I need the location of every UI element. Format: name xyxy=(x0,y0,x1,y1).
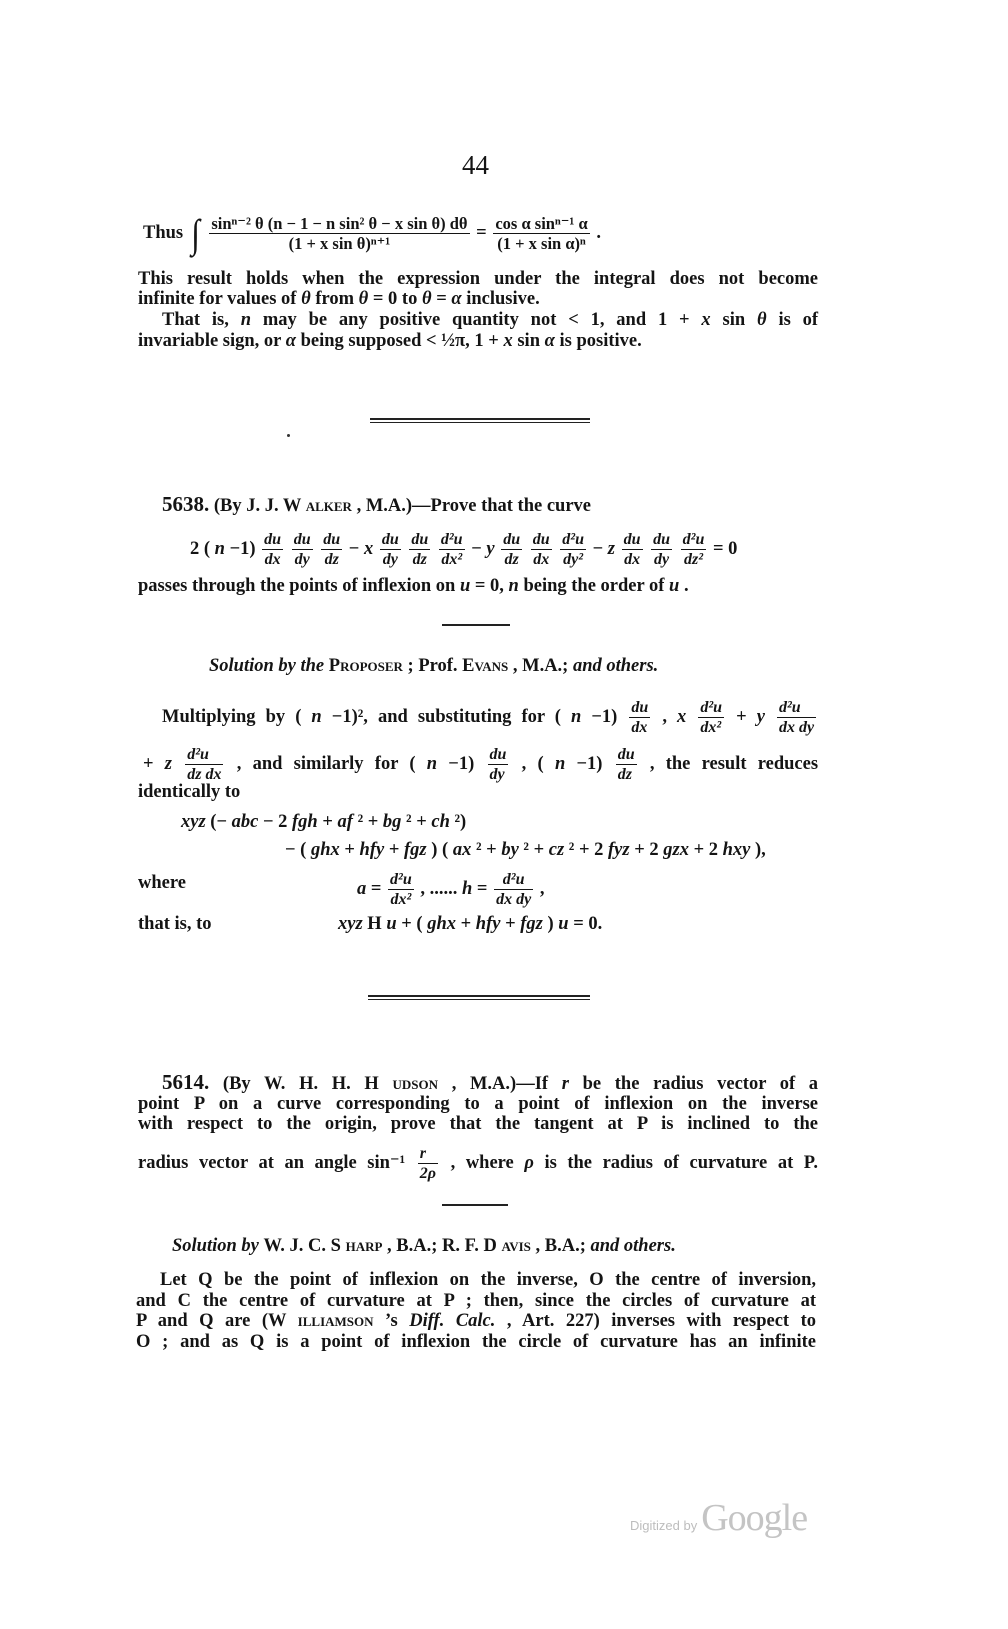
fraction xyxy=(681,530,707,569)
fraction-denominator: dy xyxy=(294,551,310,568)
text-run: is of xyxy=(778,310,819,330)
text-run: ² + 2 xyxy=(568,840,604,860)
small-caps-name: harp xyxy=(345,1236,383,1256)
text-run: , B.A.; R. F. D xyxy=(387,1236,497,1256)
italic-text: n xyxy=(214,538,225,559)
italic-text: θ xyxy=(756,310,767,330)
text-run: − xyxy=(592,538,604,559)
text-run: , and similarly for ( xyxy=(236,753,416,774)
italic-text: cz xyxy=(548,840,565,860)
fraction-denominator: dx xyxy=(624,551,641,568)
fraction-numerator: d²u xyxy=(185,745,223,765)
paragraph-line xyxy=(138,1113,818,1135)
question-number: 5614. xyxy=(162,1070,210,1094)
text-run: ² + xyxy=(523,840,549,860)
italic-text: by xyxy=(501,840,519,860)
text-run: = 0 to xyxy=(372,289,422,309)
text-run: −1) xyxy=(229,538,256,559)
equation-line xyxy=(357,870,1008,909)
fraction xyxy=(698,698,724,737)
text-run: ² + xyxy=(475,840,502,860)
fraction xyxy=(262,530,283,569)
text-run: That is, xyxy=(162,310,241,330)
google-logo: Google xyxy=(701,1497,808,1539)
fraction-numerator: r xyxy=(418,1144,438,1164)
italic-text: abc xyxy=(231,812,259,832)
equation-line xyxy=(181,811,861,833)
fraction-numerator: d²u xyxy=(777,698,816,718)
fraction xyxy=(629,698,650,737)
italic-text: n xyxy=(554,753,566,774)
fraction-denominator: dz xyxy=(504,551,519,568)
text-run: W. J. C. S xyxy=(263,1236,341,1256)
text-run: invariable sign, or xyxy=(138,331,286,351)
paragraph-line xyxy=(160,1269,816,1291)
text-run: + xyxy=(344,840,360,860)
fraction xyxy=(488,745,509,784)
text-run: Multiplying by ( xyxy=(162,706,302,727)
italic-text: r xyxy=(561,1074,569,1094)
text-run: identically to xyxy=(138,782,241,802)
text-run: be the radius vector of a xyxy=(582,1074,819,1094)
text-run: + xyxy=(388,840,405,860)
paragraph-line xyxy=(138,268,818,290)
google-watermark xyxy=(630,1496,807,1540)
text-run: ’s xyxy=(385,1311,410,1331)
text-run: being supposed < ½π, 1 + xyxy=(300,331,504,351)
fraction-numerator: du xyxy=(323,531,341,548)
text-run: + 2 xyxy=(693,840,719,860)
short-divider xyxy=(442,1204,508,1206)
text-run: − 2 xyxy=(262,812,288,832)
italic-text: y xyxy=(486,538,495,559)
text-run: + 2 xyxy=(634,840,659,860)
text-run: This result holds when the expression under the integral does not become xyxy=(138,269,818,289)
italic-text: n xyxy=(311,706,322,727)
fraction xyxy=(616,745,637,784)
text-run: ) ( xyxy=(431,840,449,860)
text-run: + xyxy=(460,914,476,934)
text-run: where xyxy=(138,873,186,893)
short-divider xyxy=(442,624,510,626)
fraction-denominator: dx dy xyxy=(496,891,532,908)
italic-text: h xyxy=(462,878,473,899)
fraction-denominator: dx² xyxy=(390,891,412,908)
text-run: inclusive. xyxy=(466,289,540,309)
fraction-denominator: dy xyxy=(382,551,398,568)
italic-text: θ xyxy=(421,289,432,309)
small-caps-name: avis xyxy=(501,1236,531,1256)
text-run: ² + xyxy=(406,812,432,832)
text-run: − xyxy=(348,538,360,559)
text-run: ²) xyxy=(454,812,467,832)
italic-text: Solution by the xyxy=(209,656,329,676)
italic-text: fgz xyxy=(404,840,427,860)
text-run: . xyxy=(596,222,601,243)
text-run: = xyxy=(436,289,452,309)
fraction xyxy=(380,530,401,569)
text-run: −1) xyxy=(591,706,618,727)
italic-text: hfy xyxy=(359,840,385,860)
italic-text: y xyxy=(756,706,765,727)
curve-equation xyxy=(190,530,870,569)
text-run: + xyxy=(143,753,165,774)
text-run: − ( xyxy=(285,840,307,860)
italic-text: u xyxy=(459,576,471,596)
italic-text: n xyxy=(240,310,251,330)
fraction-numerator: du xyxy=(264,531,282,548)
fraction xyxy=(185,745,223,784)
fraction-numerator: d²u xyxy=(700,699,723,716)
text-run: , xyxy=(539,878,545,899)
italic-text: fgh xyxy=(292,812,318,832)
section-divider xyxy=(368,999,590,1000)
italic-text: z xyxy=(607,538,615,559)
italic-text: fgz xyxy=(520,914,543,934)
small-caps-name: Evans xyxy=(462,656,509,676)
small-caps-name: illiamson xyxy=(297,1311,374,1331)
text-run: + xyxy=(736,706,757,727)
text-run: , xyxy=(662,706,678,727)
italic-text: hfy xyxy=(475,914,501,934)
fraction xyxy=(493,214,589,253)
italic-text: bg xyxy=(382,812,402,832)
text-run: , ...... xyxy=(420,878,462,899)
fraction xyxy=(418,1144,438,1183)
fraction-numerator: du xyxy=(631,699,649,716)
fraction-numerator: du xyxy=(617,746,635,763)
text-run: Let Q be the point of inflexion on the inverse, O the centre of inversion, xyxy=(160,1270,816,1290)
paragraph-line xyxy=(138,1144,818,1183)
fraction-numerator: d²u xyxy=(494,870,533,890)
italic-text: fyz xyxy=(608,840,630,860)
italic-text: and others. xyxy=(572,656,659,676)
fraction xyxy=(560,530,586,569)
paragraph-line xyxy=(162,309,818,331)
paragraph-line xyxy=(138,1093,818,1115)
equation-line xyxy=(285,839,965,861)
fraction xyxy=(651,530,672,569)
text-run: sin xyxy=(722,310,757,330)
text-run: radius vector at an angle sin⁻¹ xyxy=(138,1152,406,1173)
question-5614-heading xyxy=(162,1071,818,1095)
page-number: 44 xyxy=(462,150,489,180)
fraction-numerator: sinⁿ⁻² θ (n − 1 − n sin² θ − x sin θ) dθ xyxy=(211,214,468,233)
italic-text: x xyxy=(677,706,687,727)
italic-text: θ xyxy=(358,289,369,309)
section-divider xyxy=(370,422,590,423)
fraction xyxy=(501,530,522,569)
text-run: ; Prof. xyxy=(407,656,463,676)
text-run: Thus xyxy=(143,222,184,243)
italic-text: ρ xyxy=(524,1152,534,1173)
solution-heading xyxy=(172,1235,852,1257)
text-run: infinite for values of xyxy=(138,289,302,309)
fraction xyxy=(321,530,342,569)
text-run: ) xyxy=(547,914,559,934)
italic-text: and others. xyxy=(590,1236,676,1256)
text-run: + xyxy=(505,914,521,934)
text-run: + ( xyxy=(401,914,423,934)
fraction-denominator: dx xyxy=(533,551,550,568)
text-run: may be any positive quantity not < 1, and 1 + xyxy=(262,310,702,330)
text-run: = 0. xyxy=(573,914,603,934)
italic-text: hxy xyxy=(722,840,751,860)
fraction xyxy=(494,870,533,909)
italic-text: α xyxy=(451,289,462,309)
question-number: 5638. xyxy=(162,492,210,516)
italic-text: z xyxy=(164,753,172,774)
text-run: , M.A.)—If xyxy=(451,1074,562,1094)
text-run: O ; and as Q is a point of inflexion the circle of curvature has an infinite xyxy=(136,1332,816,1352)
fraction-numerator: du xyxy=(381,531,399,548)
italic-text: xyz xyxy=(181,812,206,832)
italic-text: n xyxy=(426,753,438,774)
fraction-denominator: dy² xyxy=(563,551,584,568)
italic-text: ghx xyxy=(427,914,456,934)
fraction-numerator: d²u xyxy=(562,531,584,548)
text-run: and C the centre of curvature at P ; then, since the circles of curvature at xyxy=(136,1291,816,1311)
fraction-numerator: du xyxy=(411,531,429,548)
italic-text: Diff. Calc. xyxy=(409,1311,496,1331)
text-run: (By J. J. W xyxy=(213,496,302,516)
fraction-denominator: dx dy xyxy=(779,719,815,736)
paragraph-line xyxy=(136,1310,816,1332)
text-run: = 0 xyxy=(713,538,738,559)
paragraph-line xyxy=(138,288,818,310)
equation-line xyxy=(338,913,1008,935)
paragraph-line xyxy=(143,745,818,784)
italic-text: gzx xyxy=(663,840,689,860)
text-run: −1)², and substituting for ( xyxy=(331,706,561,727)
fraction xyxy=(388,870,414,909)
watermark-prefix: Digitized by xyxy=(630,1518,698,1533)
fraction-numerator: cos α sinⁿ⁻¹ α xyxy=(495,214,588,233)
integral-equation xyxy=(143,210,813,256)
paragraph-line xyxy=(138,330,818,352)
paragraph-line xyxy=(138,575,818,597)
italic-text: ghx xyxy=(310,840,340,860)
fraction-denominator: dx xyxy=(264,551,281,568)
fraction-numerator: d²u xyxy=(682,531,705,548)
text-run: sin xyxy=(517,331,545,351)
small-caps-name: alker xyxy=(305,496,352,516)
fraction-numerator: du xyxy=(532,531,550,548)
italic-text: α xyxy=(544,331,555,351)
italic-text: x xyxy=(363,538,374,559)
text-run: = xyxy=(476,878,493,899)
solution-heading xyxy=(209,655,889,677)
italic-text: u xyxy=(669,576,680,596)
text-run: is positive. xyxy=(559,331,642,351)
fraction-denominator: dx xyxy=(631,719,648,736)
italic-text: x xyxy=(701,310,711,330)
section-divider xyxy=(370,418,590,420)
text-run: −1) xyxy=(576,753,603,774)
fraction-denominator: dy xyxy=(489,766,505,783)
fraction xyxy=(622,530,643,569)
fraction xyxy=(292,530,313,569)
fraction xyxy=(439,530,465,569)
text-run: . xyxy=(683,576,689,596)
text-run: (By W. H. H. H xyxy=(222,1074,379,1094)
italic-text: xyz xyxy=(338,914,363,934)
text-run: = xyxy=(370,878,387,899)
section-divider xyxy=(368,995,590,997)
question-5638-heading xyxy=(162,493,842,517)
fraction-numerator: du xyxy=(503,531,521,548)
text-run: −1) xyxy=(448,753,475,774)
text-run: − xyxy=(471,538,482,559)
scan-speck xyxy=(287,434,290,437)
text-run: + xyxy=(322,812,338,832)
integral-sign: ∫ xyxy=(190,210,200,256)
text-run: with respect to the origin, prove that the tangent at P is inclined to the xyxy=(138,1114,818,1134)
italic-text: u xyxy=(558,914,569,934)
text-run: , ( xyxy=(521,753,544,774)
fraction-denominator: dx² xyxy=(700,719,722,736)
fraction xyxy=(777,698,816,737)
italic-text: a xyxy=(357,878,367,899)
italic-text: θ xyxy=(301,289,311,309)
text-run: = xyxy=(476,222,492,243)
fraction-numerator: d²u xyxy=(440,531,463,548)
text-run: , the result reduces xyxy=(649,753,819,774)
text-run: ), xyxy=(755,840,766,860)
fraction-denominator: dz xyxy=(324,551,339,568)
italic-text: ch xyxy=(431,812,450,832)
fraction-denominator: dy xyxy=(654,551,670,568)
fraction xyxy=(531,530,552,569)
fraction xyxy=(409,530,430,569)
paragraph-line xyxy=(162,698,818,737)
paragraph-line xyxy=(136,1290,816,1312)
text-run: , M.A.)—Prove that the curve xyxy=(356,496,592,516)
fraction-numerator: du xyxy=(623,531,641,548)
italic-text: ax xyxy=(452,840,472,860)
fraction-numerator: du xyxy=(489,746,507,763)
italic-text: Solution by xyxy=(172,1236,264,1256)
fraction-denominator: dz xyxy=(412,551,427,568)
text-run: from xyxy=(315,289,359,309)
fraction-denominator: (1 + x sin θ)ⁿ⁺¹ xyxy=(288,234,391,253)
text-run: point P on a curve corresponding to a point of inflexion on the inverse xyxy=(138,1094,818,1114)
fraction-denominator: 2ρ xyxy=(419,1165,437,1182)
italic-text: u xyxy=(386,914,397,934)
fraction-numerator: du xyxy=(653,531,671,548)
italic-text: af xyxy=(337,812,353,832)
fraction-denominator: (1 + x sin α)ⁿ xyxy=(497,234,586,253)
text-run: , B.A.; xyxy=(535,1236,591,1256)
italic-text: n xyxy=(571,706,582,727)
italic-text: n xyxy=(508,576,519,596)
small-caps-name: udson xyxy=(392,1074,439,1094)
fraction xyxy=(209,214,469,253)
fraction-numerator: d²u xyxy=(390,871,412,888)
text-run: is the radius of curvature at P. xyxy=(544,1152,819,1173)
fraction-denominator: dz xyxy=(617,766,632,783)
text-run: 2 ( xyxy=(190,538,211,559)
fraction-denominator: dz dx xyxy=(187,766,222,783)
text-run: , where xyxy=(450,1152,525,1173)
text-run: ² + xyxy=(357,812,383,832)
text-run: , M.A.; xyxy=(512,656,573,676)
text-run: = 0, xyxy=(474,576,509,596)
paragraph-line xyxy=(138,781,818,803)
fraction-numerator: du xyxy=(293,531,311,548)
text-run: that is, to xyxy=(138,914,212,934)
text-run: , Art. 227) inverses with respect to xyxy=(506,1311,817,1331)
small-caps-name: Proposer xyxy=(328,656,403,676)
text-run: P and Q are (W xyxy=(136,1311,287,1331)
fraction-denominator: dz² xyxy=(684,551,704,568)
fraction-denominator: dx² xyxy=(441,551,463,568)
text-run: being the order of xyxy=(523,576,670,596)
text-run: (− xyxy=(210,812,227,832)
italic-text: x xyxy=(503,331,513,351)
italic-text: α xyxy=(285,331,296,351)
text-run: passes through the points of inflexion on xyxy=(138,576,460,596)
paragraph-line xyxy=(136,1331,816,1353)
text-run: H xyxy=(367,914,382,934)
